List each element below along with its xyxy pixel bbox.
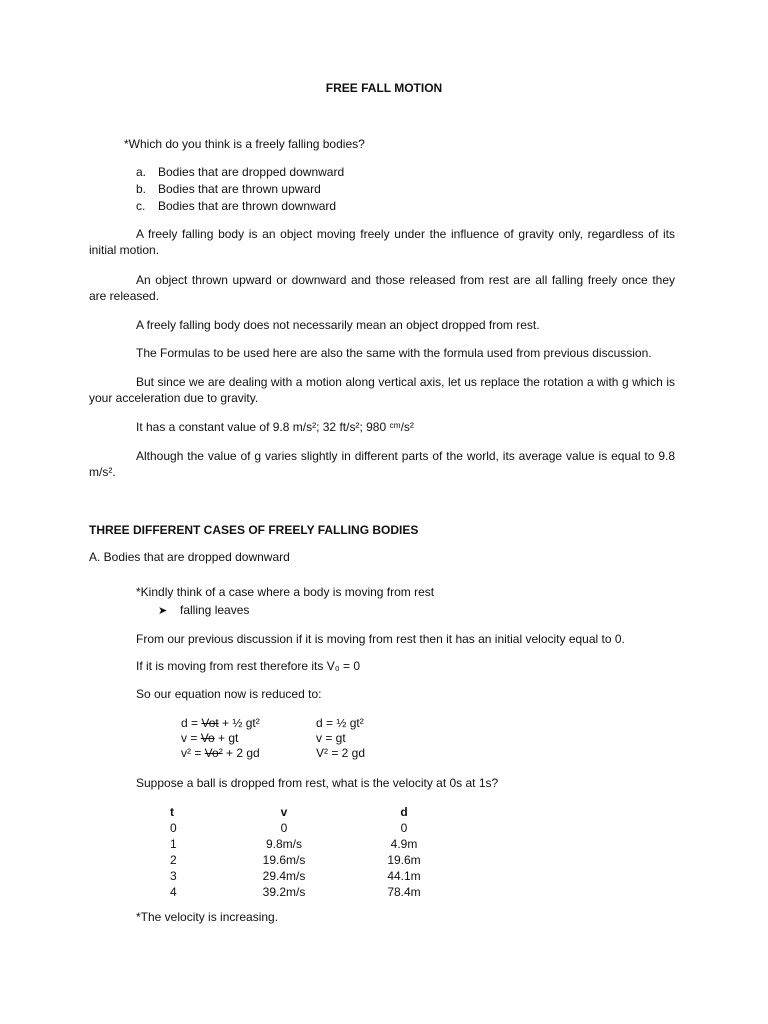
equation-left-2 (181, 730, 238, 746)
equation-left-1 (181, 715, 260, 731)
table-cell: 39.2m/s (262, 885, 306, 899)
eq-suffix: + ½ gt² (218, 716, 260, 730)
eq-struck-term: Vot (201, 716, 219, 730)
question-text: *Which do you think is a freely falling bodies? (124, 137, 365, 151)
initial-velocity-text: If it is moving from rest therefore its V₀ = 0 (136, 659, 361, 673)
table-row (162, 868, 440, 884)
paragraph-3: A freely falling body does not necessarily mean an object dropped from rest. (136, 318, 540, 332)
table-cell: 9.8m/s (265, 837, 302, 851)
option-c (136, 198, 336, 214)
option-letter: a. (136, 165, 147, 179)
table-row (162, 852, 440, 868)
kindly-text: *Kindly think of a case where a body is moving from rest (136, 585, 435, 599)
table-cell: 19.6m (387, 853, 421, 867)
table-header-row (162, 804, 440, 820)
table-header-v: v (280, 805, 288, 819)
arrow-bullet-icon: ➤ (158, 605, 168, 617)
paragraph-5: But since we are dealing with a motion along vertical axis, let us replace the rotation a with g which is your acceleration due to gravity. (89, 375, 675, 405)
bullet-item (158, 602, 249, 619)
eq-prefix: d = (181, 716, 202, 730)
table-cell: 1 (170, 837, 177, 851)
equation-left-3 (181, 745, 260, 761)
section-heading: THREE DIFFERENT CASES OF FREELY FALLING BODIES (89, 523, 419, 537)
table-cell: 78.4m (387, 885, 421, 899)
equation-right-2: v = gt (316, 731, 346, 745)
table-row (162, 884, 440, 900)
paragraph-1: A freely falling body is an object moving freely under the influence of gravity only, regardless of its initial motion. (89, 227, 675, 257)
table-cell: 0 (280, 821, 288, 835)
paragraph-6: It has a constant value of 9.8 m/s²; 32 ft/s²; 980 ᶜᵐ/s² (136, 420, 414, 434)
paragraph-2: An object thrown upward or downward and those released from rest are all falling freely once they are released. (89, 273, 675, 303)
bullet-text: falling leaves (180, 603, 250, 617)
table-cell: 3 (170, 869, 177, 883)
option-a (136, 164, 344, 180)
eq-struck-term: Vo (200, 731, 215, 745)
table-cell: 44.1m (387, 869, 421, 883)
table-cell: 29.4m/s (262, 869, 306, 883)
eq-prefix: v² = (181, 746, 205, 760)
option-b (136, 181, 321, 197)
option-text: Bodies that are thrown downward (158, 199, 337, 213)
eq-suffix: + 2 gd (222, 746, 260, 760)
equation-right-3: V² = 2 gd (316, 746, 366, 760)
table-header-t: t (170, 805, 174, 819)
option-letter: c. (136, 199, 146, 213)
eq-prefix: v = (181, 731, 201, 745)
page-title: FREE FALL MOTION (325, 81, 443, 95)
option-letter: b. (136, 182, 147, 196)
equation-right-1: d = ½ gt² (316, 716, 364, 730)
eq-suffix: + gt (214, 731, 239, 745)
paragraph-4: The Formulas to be used here are also the same with the formula used from previous discussion. (136, 346, 652, 360)
note-text: *The velocity is increasing. (136, 910, 279, 924)
table-header-d: d (400, 805, 408, 819)
option-text: Bodies that are dropped downward (158, 165, 345, 179)
eq-struck-term: Vo² (204, 746, 223, 760)
table-cell: 2 (170, 853, 177, 867)
table-cell: 0 (170, 821, 177, 835)
table-row (162, 836, 440, 852)
table-cell: 0 (400, 821, 408, 835)
table-cell: 4 (170, 885, 177, 899)
table-cell: 4.9m (390, 837, 418, 851)
case-a-label: A. Bodies that are dropped downward (89, 550, 290, 564)
table-row (162, 820, 440, 836)
table-cell: 19.6m/s (262, 853, 306, 867)
from-previous-text: From our previous discussion if it is moving from rest then it has an initial velocity equal to 0. (136, 632, 625, 646)
paragraph-7: Although the value of g varies slightly in different parts of the world, its average value is equal to 9.8 m/s². (89, 449, 675, 479)
velocity-table (162, 804, 440, 900)
option-text: Bodies that are thrown upward (158, 182, 321, 196)
reduced-text: So our equation now is reduced to: (136, 687, 322, 701)
suppose-text: Suppose a ball is dropped from rest, what is the velocity at 0s at 1s? (136, 776, 499, 790)
